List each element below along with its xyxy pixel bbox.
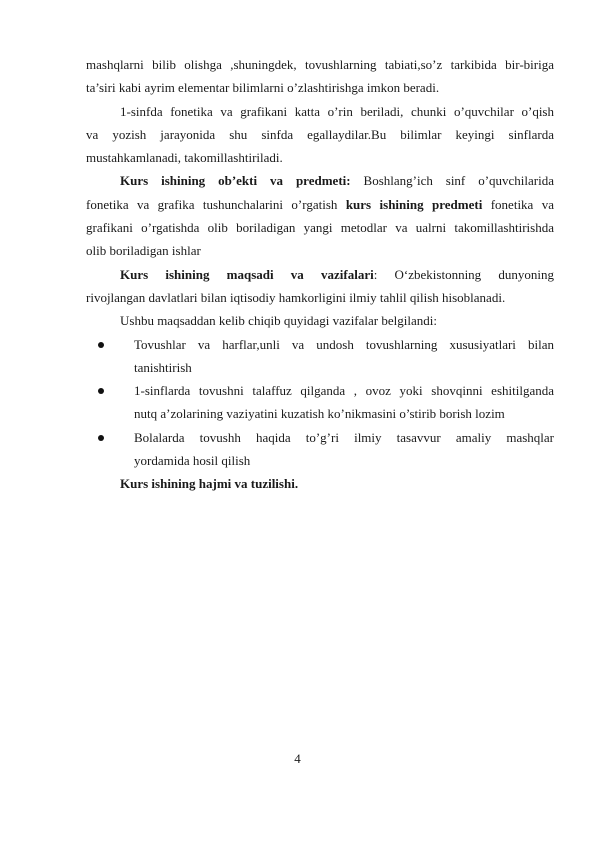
text-line: 1-sinfda fonetika va grafikani katta o’rin beriladi, chunki o’quvchilar o’qish (120, 103, 554, 119)
page-number: 4 (294, 751, 301, 766)
aims-text: : O‘zbekistonning dunyoning (373, 266, 554, 282)
list-item (86, 333, 554, 380)
task-text: 1-sinflarda tovushni talaffuz qilganda , ovoz yoki shovqinni eshitilganda (134, 383, 554, 399)
aims-label: Kurs ishining maqsadi va vazifalari (120, 266, 374, 282)
task-text: Bolalarda tovushh haqida to’g’ri ilmiy tasavvur amaliy mashqlar (134, 429, 554, 445)
list-item (86, 379, 554, 426)
object-text: fonetika va (482, 196, 554, 212)
text-line: rivojlangan davlatlari bilan iqtisodiy hamkorligini ilmiy tahlil qilish hisoblanadi. (86, 289, 506, 305)
task-text: Tovushlar va harflar,unli va undosh tovushlarning xususiyatlari bilan (134, 336, 554, 352)
bullet-icon (98, 435, 104, 441)
object-label: Kurs ishining ob’ekti va predmeti: (120, 173, 351, 189)
text-line: ta’siri kabi ayrim elementar bilimlarni o’zlashtirishga imkon beradi. (86, 80, 440, 96)
object-paragraph (86, 169, 554, 192)
text-line: mashqlarni bilib olishga ,shuningdek, tovushlarning tabiati,so’z tarkibida bir-biriga (86, 57, 554, 72)
text-line: mustahkamlanadi, takomillashtiriladi. (86, 150, 283, 166)
object-text: Boshlang’ich sinf o’quvchilarida (350, 173, 554, 189)
document-body (86, 53, 554, 496)
bullet-icon (98, 388, 104, 394)
text-line: va yozish jarayonida shu sinfda egallaydilar.Bu bilimlar keyingi sinflarda (86, 126, 554, 142)
tasks-intro: Ushbu maqsaddan kelib chiqib quyidagi vazifalar belgilandi: (120, 313, 437, 329)
bullet-icon (98, 342, 104, 348)
object-text: fonetika va grafika tushunchalarini o’rgatish (86, 196, 346, 212)
task-text: tanishtirish (134, 359, 192, 375)
object-paragraph-line (86, 193, 554, 216)
task-text: nutq a’zolarining vaziyatini kuzatish ko’nikmasini o’stirib borish lozim (134, 406, 505, 422)
tasks-list (86, 333, 554, 473)
task-text: yordamida hosil qilish (134, 453, 251, 469)
list-item (86, 426, 554, 473)
text-line: grafikani o’rgatishda olib boriladigan yangi metodlar va ualrni takomillashtirishda (86, 220, 554, 236)
volume-heading: Kurs ishining hajmi va tuzilishi. (120, 476, 299, 492)
subject-label: kurs ishining predmeti (345, 196, 483, 212)
text-line: olib boriladigan ishlar (86, 243, 201, 259)
section-heading (86, 472, 554, 495)
aims-paragraph (86, 263, 554, 286)
